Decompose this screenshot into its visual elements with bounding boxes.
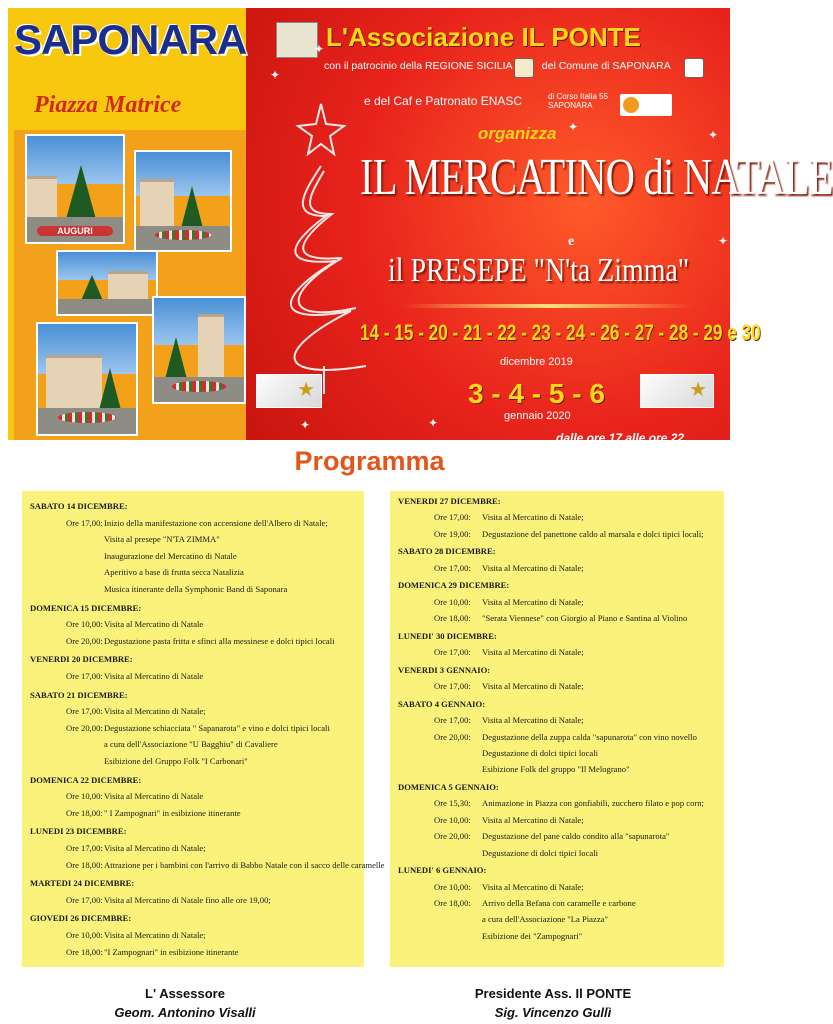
event-time: Ore 17,00:	[434, 647, 471, 658]
programma-event-row	[66, 584, 287, 594]
event-time: Ore 10,00:	[434, 596, 471, 607]
programma-event-row	[434, 681, 584, 691]
event-description: a cura dell'Associazione "U Bagghiu" di Cavaliere	[104, 739, 278, 750]
event-time: Ore 10,00:	[66, 930, 103, 940]
event-description: Visita al Mercatino di Natale;	[104, 930, 206, 940]
region-logo	[514, 58, 534, 78]
programma-day-heading: DOMENICA 15 DICEMBRE:	[30, 602, 142, 613]
programma-day-heading: VENERDI 20 DICEMBRE:	[30, 654, 133, 665]
event-time: Ore 17,00:	[434, 512, 471, 523]
patronage-comune: del Comune di SAPONARA	[541, 60, 671, 72]
programma-event-row	[66, 791, 203, 801]
signature-assessore	[60, 984, 310, 1022]
event-time: Ore 17,00:	[66, 843, 103, 853]
programma-event-row	[66, 947, 238, 957]
organizza-label: organizza	[478, 124, 557, 143]
event-description: Visita al Mercatino di Natale;	[482, 596, 584, 607]
event-description: Arrivo della Befana con caramelle e carbone	[482, 898, 636, 908]
event-time: Ore 17,00:	[434, 681, 471, 692]
snowflake-icon: ✦	[568, 120, 579, 134]
enasc-logo	[620, 94, 672, 116]
conjunction: e	[568, 234, 575, 249]
event-description: Visita al Mercatino di Natale;	[482, 881, 584, 892]
association-logo	[276, 22, 318, 58]
event-description: Degustazione del pane caldo condito alla "sapunarota"	[482, 831, 670, 842]
caf-line: e del Caf e Patronato ENASC	[364, 94, 523, 108]
event-time: Ore 17,00:	[66, 517, 103, 528]
town-title: SAPONARA	[14, 16, 247, 63]
event-hours: dalle ore 17 alle ore 22	[556, 431, 685, 445]
programma-day-heading: SABATO 14 DICEMBRE:	[30, 501, 128, 511]
event-time: Ore 18,00:	[66, 807, 103, 818]
event-time: Ore 18,00:	[66, 946, 103, 957]
programma-day-heading: DOMENICA 29 DICEMBRE:	[398, 580, 510, 591]
snowflake-icon: ✦	[718, 234, 729, 248]
programma-event-row	[434, 529, 704, 539]
programma-event-row	[66, 518, 328, 528]
caf-address	[548, 92, 608, 110]
gold-divider	[403, 304, 693, 308]
programma-heading: Programma	[294, 446, 445, 476]
programma-event-row	[434, 831, 669, 841]
programma-event-row	[66, 706, 206, 716]
snowflake-icon: ✦	[270, 68, 281, 82]
signature-name: Geom. Antonino Visalli	[114, 1005, 256, 1020]
event-time: Ore 17,00:	[66, 671, 103, 681]
event-time: Ore 10,00:	[434, 814, 471, 825]
programma-event-row	[66, 723, 330, 733]
signature-presidente	[428, 984, 678, 1022]
programma-event-row	[66, 567, 244, 577]
photo-banner: AUGURI	[37, 226, 113, 236]
event-time: Ore 17,00:	[434, 562, 471, 573]
shooting-star-icon: ★	[256, 374, 322, 408]
programma-event-row	[434, 732, 697, 742]
event-description: Degustazione pasta fritta e sfinci alla messinese e dolci tipici locali	[104, 635, 335, 646]
programma-event-row	[66, 671, 203, 681]
piazza-subtitle: Piazza Matrice	[34, 92, 182, 118]
event-time: Ore 10,00:	[66, 619, 103, 630]
programma-day-heading: SABATO 28 DICEMBRE:	[398, 546, 496, 557]
programma-event-row	[434, 647, 584, 657]
event-description: Visita al Mercatino di Natale;	[104, 843, 206, 853]
programma-event-row	[434, 798, 704, 808]
programma-event-row	[66, 756, 248, 766]
event-description: Degustazione di dolci tipici locali	[482, 847, 598, 858]
photo-christmas-tree	[25, 134, 125, 244]
programma-event-row	[66, 636, 335, 646]
event-description: Visita al presepe "N'TA ZIMMA"	[104, 534, 220, 545]
programma-event-row	[434, 764, 630, 774]
event-time: Ore 10,00:	[434, 881, 471, 892]
programma-event-row	[434, 914, 608, 924]
january-label: gennaio 2020	[504, 410, 571, 422]
programma-event-row	[66, 930, 206, 940]
programma-day-heading: MARTEDI 24 DICEMBRE:	[30, 878, 135, 889]
event-title: IL MERCATINO di NATALE	[360, 149, 833, 206]
photo-church-square	[134, 150, 232, 252]
event-time: Ore 20,00:	[66, 722, 103, 733]
event-description: Degustazione della zuppa calda "sapunarota" con vino novello	[482, 731, 697, 742]
programma-event-row	[434, 563, 584, 573]
event-description: Visita al Mercatino di Natale fino alle ore 19,00;	[104, 894, 271, 905]
programma-day-heading: VENERDI 3 GENNAIO:	[398, 664, 491, 675]
event-description: Visita al Mercatino di Natale	[104, 619, 204, 630]
programma-day-heading: LUNEDI' 30 DICEMBRE:	[398, 630, 497, 641]
event-description: Degustazione del panettone caldo al marsala e dolci tipici locali;	[482, 528, 704, 539]
event-description: "I Zampognari" in esibizione itinerante	[104, 946, 239, 957]
caf-address-street: di Corso Italia 55	[548, 92, 609, 101]
programma-event-row	[66, 534, 220, 544]
photo-piazza-panorama	[56, 250, 158, 316]
caf-address-town: SAPONARA	[548, 101, 593, 110]
january-dates: 3 - 4 - 5 - 6	[468, 378, 605, 409]
programma-event-row	[66, 619, 203, 629]
event-description: Visita al Mercatino di Natale;	[482, 647, 584, 658]
association-title: L'Associazione IL PONTE	[326, 22, 641, 52]
programma-event-row	[66, 860, 385, 870]
programma-day-heading: SABATO 4 GENNAIO:	[398, 698, 486, 709]
event-description: Visita al Mercatino di Natale	[104, 791, 204, 802]
signature-role: Presidente Ass. Il PONTE	[474, 986, 632, 1001]
shooting-star-icon: ★	[640, 374, 714, 408]
snowflake-icon: ✦	[708, 128, 719, 142]
event-description: Visita al Mercatino di Natale	[104, 671, 204, 681]
photo-bell-tower	[152, 296, 246, 404]
december-dates: 14 - 15 - 20 - 21 - 22 - 23 - 24 - 26 - 27 - 28 - 29 e 30	[360, 320, 761, 345]
patronage-line	[324, 60, 671, 72]
event-time: Ore 19,00:	[434, 528, 471, 539]
event-description: Attrazione per i bambini con l'arrivo di Babbo Natale con il sacco delle caramelle	[104, 859, 385, 870]
event-description: Degustazione schiacciata " Sapanarota" e vino e dolci tipici locali	[104, 722, 330, 733]
event-description: Inaugurazione del Mercatino di Natale	[104, 550, 237, 561]
event-poster	[8, 8, 833, 445]
programma-event-row	[66, 895, 271, 905]
event-description: Visita al Mercatino di Natale;	[482, 715, 584, 726]
event-description: Musica itinerante della Symphonic Band di Saponara	[104, 584, 288, 594]
event-description: Animazione in Piazza con gonfiabili, zucchero filato e pop corn;	[482, 798, 704, 809]
event-time: Ore 20,00:	[434, 831, 471, 842]
programma-event-row	[434, 597, 584, 607]
programma-event-row	[434, 931, 582, 941]
programma-day-heading: DOMENICA 22 DICEMBRE:	[30, 774, 142, 785]
comune-crest-icon	[684, 58, 704, 78]
programma-event-row	[66, 808, 241, 818]
event-time: Ore 10,00:	[66, 791, 103, 802]
programma-event-row	[66, 551, 237, 561]
snowflake-icon: ✦	[314, 42, 325, 56]
december-label: dicembre 2019	[500, 356, 573, 368]
snowflake-icon: ✦	[428, 416, 439, 430]
signature-name: Sig. Vincenzo Gullì	[494, 1005, 612, 1020]
programma-column-left	[22, 491, 385, 967]
event-time: Ore 18,00:	[434, 613, 471, 624]
event-description: Visita al Mercatino di Natale;	[482, 562, 584, 573]
event-time: Ore 18,00:	[66, 859, 103, 870]
christmas-tree-icon	[266, 96, 376, 396]
event-description: Aperitivo a base di frutta secca Natalizia	[104, 567, 244, 578]
patronage-region: con il patrocinio della REGIONE SICILIA	[324, 60, 512, 72]
photo-church-facade	[36, 322, 138, 436]
programma-day-heading: SABATO 21 DICEMBRE:	[30, 689, 128, 700]
event-description: Visita al Mercatino di Natale;	[482, 814, 584, 825]
event-description: Esibizione dei "Zampognari"	[482, 930, 583, 941]
programma-event-row	[434, 512, 584, 522]
event-description: Inizio della manifestazione con accensione dell'Albero di Natale;	[104, 517, 328, 528]
event-description: Esibizione Folk del gruppo "Il Melograno"	[482, 764, 630, 775]
programma-event-row	[66, 739, 278, 749]
signature-role: L' Assessore	[145, 986, 225, 1001]
event-description: " I Zampognari" in esibizione itinerante	[104, 807, 241, 818]
event-time: Ore 17,00:	[434, 715, 471, 726]
event-description: "Serata Viennese" con Giorgio al Piano e Santina al Violino	[482, 613, 688, 624]
event-time: Ore 18,00:	[434, 898, 471, 908]
programma-day-heading: LUNEDI' 6 GENNAIO:	[398, 865, 487, 876]
snowflake-icon: ✦	[300, 418, 311, 432]
programma-event-row	[66, 843, 206, 853]
programma-day-heading: DOMENICA 5 GENNAIO:	[398, 782, 499, 792]
event-time: Ore 17,00:	[66, 894, 103, 905]
event-time: Ore 15,30:	[434, 798, 471, 809]
programma-day-heading: GIOVEDI 26 DICEMBRE:	[30, 913, 132, 924]
event-subtitle: il PRESEPE "N'ta Zimma"	[388, 252, 690, 289]
event-time: Ore 20,00:	[434, 731, 471, 742]
programma-event-row	[434, 815, 584, 825]
programma-event-row	[434, 748, 598, 758]
event-description: Esibizione del Gruppo Folk "I Carbonari"	[104, 756, 248, 766]
event-description: Degustazione di dolci tipici locali	[482, 748, 598, 758]
event-description: Visita al Mercatino di Natale;	[104, 706, 206, 717]
event-description: a cura dell'Associazione "La Piazza"	[482, 914, 608, 925]
programma-event-row	[434, 898, 636, 908]
programma-event-row	[434, 613, 687, 623]
programma-day-heading: VENERDI 27 DICEMBRE:	[398, 496, 501, 506]
programma-event-row	[434, 715, 584, 725]
event-description: Visita al Mercatino di Natale;	[482, 512, 584, 523]
programma-column-right	[390, 491, 724, 967]
programma-day-heading: LUNEDI 23 DICEMBRE:	[30, 826, 127, 837]
event-description: Visita al Mercatino di Natale;	[482, 681, 584, 692]
event-time: Ore 17,00:	[66, 706, 103, 717]
event-time: Ore 20,00:	[66, 635, 103, 646]
programma-event-row	[434, 882, 584, 892]
programma-event-row	[434, 848, 598, 858]
